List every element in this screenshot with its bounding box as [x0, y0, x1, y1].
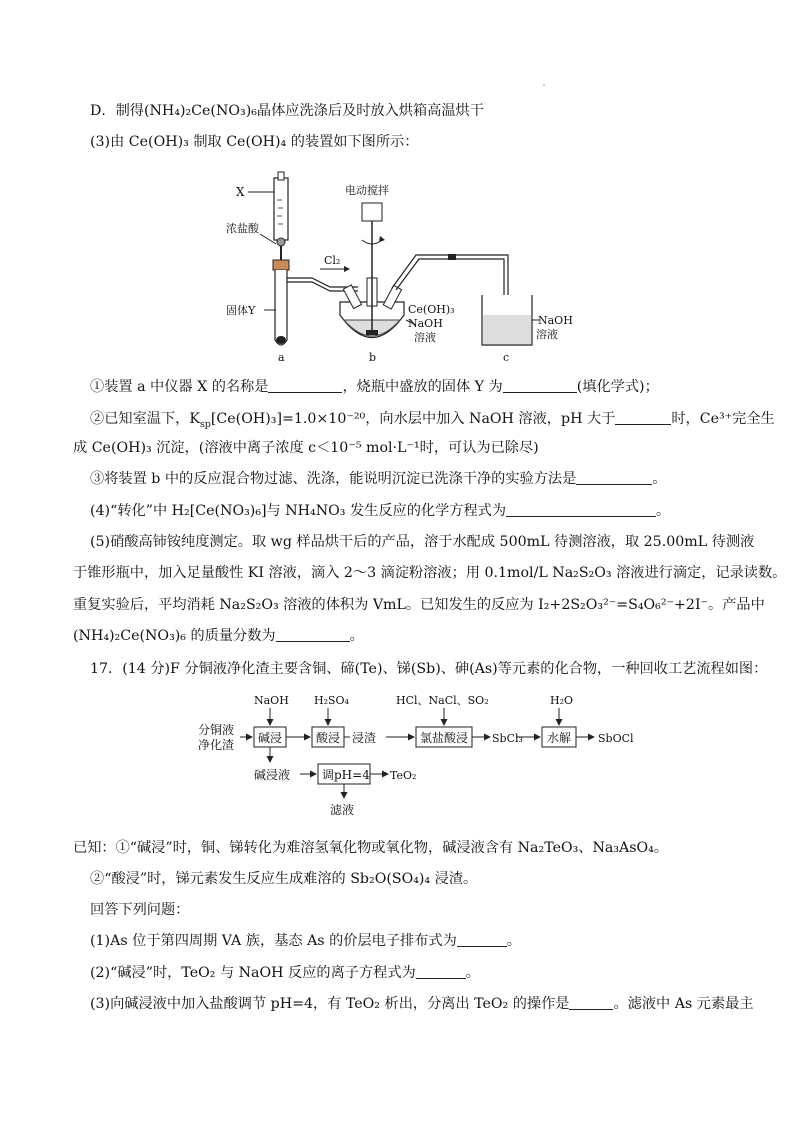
- q3-3: ③将装置 b 中的反应混合物过滤、洗涤，能说明沉淀已洗涤干净的实验方法是 。: [90, 471, 667, 487]
- answer-blank[interactable]: [576, 470, 652, 485]
- label-naoh1: NaOH: [538, 314, 573, 327]
- flow-filtrate: 滤液: [330, 803, 355, 817]
- label-ce1: Ce(OH)₃: [408, 303, 455, 316]
- flow-input-2: 净化渣: [198, 738, 235, 752]
- answer-prompt: 回答下列问题：: [90, 902, 190, 918]
- q5-4: (NH₄)₂Ce(NO₃)₆ 的质量分数为 。: [73, 628, 364, 644]
- apparatus-diagram: [220, 170, 590, 365]
- label-a: a: [278, 351, 285, 364]
- q4: (4)“转化”中 H₂[Ce(NO₃)₆]与 NH₄NO₃ 发生反应的化学方程式为 。: [90, 503, 671, 519]
- box-acid-leach: 酸浸: [316, 731, 341, 745]
- q5-3: 重复实验后，平均消耗 Na₂S₂O₃ 溶液的体积为 VmL。已知发生的反应为 I₂+2S₂O₃²⁻=S₄O₆²⁻+2I⁻。产品中: [73, 597, 765, 613]
- flow-naoh: NaOH: [254, 694, 289, 707]
- answer-blank[interactable]: [416, 964, 466, 979]
- q3-2-cont: 成 Ce(OH)₃ 沉淀，(溶液中离子浓度 c＜10⁻⁵ mol·L⁻¹时，可认为已除尽): [73, 440, 539, 456]
- flow-sbocl: SbOCl: [598, 732, 634, 745]
- flow-h2so4: H₂SO₄: [314, 694, 349, 707]
- flow-reagents: HCl、NaCl、SO₂: [396, 694, 489, 707]
- answer-blank[interactable]: [503, 378, 577, 393]
- q17-3: (3)向碱浸液中加入盐酸调节 pH=4，有 TeO₂ 析出，分离出 TeO₂ 的操作是 。滤液中 As 元素最主: [90, 996, 754, 1012]
- answer-blank[interactable]: [615, 410, 671, 425]
- label-acid: 浓盐酸: [226, 222, 259, 235]
- box-adjust-ph: 调pH=4: [322, 768, 370, 782]
- answer-blank[interactable]: [506, 502, 656, 517]
- box-chloride-leach: 氯盐酸浸: [420, 731, 469, 745]
- q5-2: 于锥形瓶中，加入足量酸性 KI 溶液，滴入 2～3 滴淀粉溶液；用 0.1mol/L Na₂S₂O₃ 溶液进行滴定，记录读数。: [73, 565, 787, 581]
- box-alkali-leach: 碱浸: [258, 731, 283, 745]
- label-x: X: [236, 185, 245, 199]
- answer-blank[interactable]: [268, 378, 342, 393]
- label-cl2: Cl₂: [324, 254, 341, 267]
- label-stir: 电动搅拌: [345, 184, 389, 197]
- label-ce3: 溶液: [414, 331, 436, 344]
- flow-alkali-liquor: 碱浸液: [254, 768, 291, 782]
- flow-teo2: TeO₂: [390, 769, 417, 782]
- flow-input-1: 分铜液: [198, 723, 235, 737]
- flow-h2o: H₂O: [550, 694, 574, 707]
- process-flowchart: [190, 690, 660, 820]
- known-2: ②“酸浸”时，锑元素发生反应生成难溶的 Sb₂O(SO₄)₄ 浸渣。: [90, 871, 478, 887]
- label-naoh2: 溶液: [536, 328, 558, 341]
- q3-2: ②已知室温下，$K_{sp}[Ce(OH)_3]=1.0\times 10^{-20}$，向水层中加入 NaOH 溶液，pH 大于 时，Ce³⁺完全生: [90, 411, 775, 430]
- known-1: 已知：①“碱浸”时，铜、锑转化为难溶氢氧化物或氧化物，碱浸液含有 Na₂TeO₃、Na₃AsO₄。: [73, 840, 669, 856]
- q17-intro: 17．(14 分)F 分铜液净化渣主要含铜、碲(Te)、锑(Sb)、砷(As)等元素的化合物，一种回收工艺流程如图：: [90, 661, 768, 677]
- flow-sbcl3: SbCl₃: [492, 732, 523, 745]
- answer-blank[interactable]: [457, 932, 507, 947]
- label-c: c: [503, 351, 510, 364]
- label-solid: 固体Y: [226, 304, 256, 317]
- label-b: b: [369, 351, 377, 364]
- q17-2: (2)“碱浸”时，TeO₂ 与 NaOH 反应的离子方程式为 。: [90, 965, 480, 981]
- answer-blank[interactable]: [569, 995, 613, 1010]
- q17-1: (1)As 位于第四周期 VA 族，基态 As 的价层电子排布式为 。: [90, 933, 521, 949]
- box-hydrolysis: 水解: [547, 731, 572, 745]
- flow-residue: 浸渣: [352, 731, 377, 745]
- label-ce2: NaOH: [408, 317, 443, 330]
- option-d: D．制得(NH₄)₂Ce(NO₃)₆晶体应洗涤后及时放入烘箱高温烘干: [90, 103, 484, 119]
- scan-dot: [543, 84, 545, 86]
- q3-1: ①装置 a 中仪器 X 的名称是 ，烧瓶中盛放的固体 Y 为 (填化学式)；: [90, 379, 659, 395]
- q3-intro: (3)由 Ce(OH)₃ 制取 Ce(OH)₄ 的装置如下图所示：: [90, 134, 419, 150]
- answer-blank[interactable]: [276, 627, 350, 642]
- q5-1: (5)硝酸高铈铵纯度测定。取 wg 样品烘干后的产品，溶于水配成 500mL 待测溶液，取 25.00mL 待测液: [90, 534, 755, 550]
